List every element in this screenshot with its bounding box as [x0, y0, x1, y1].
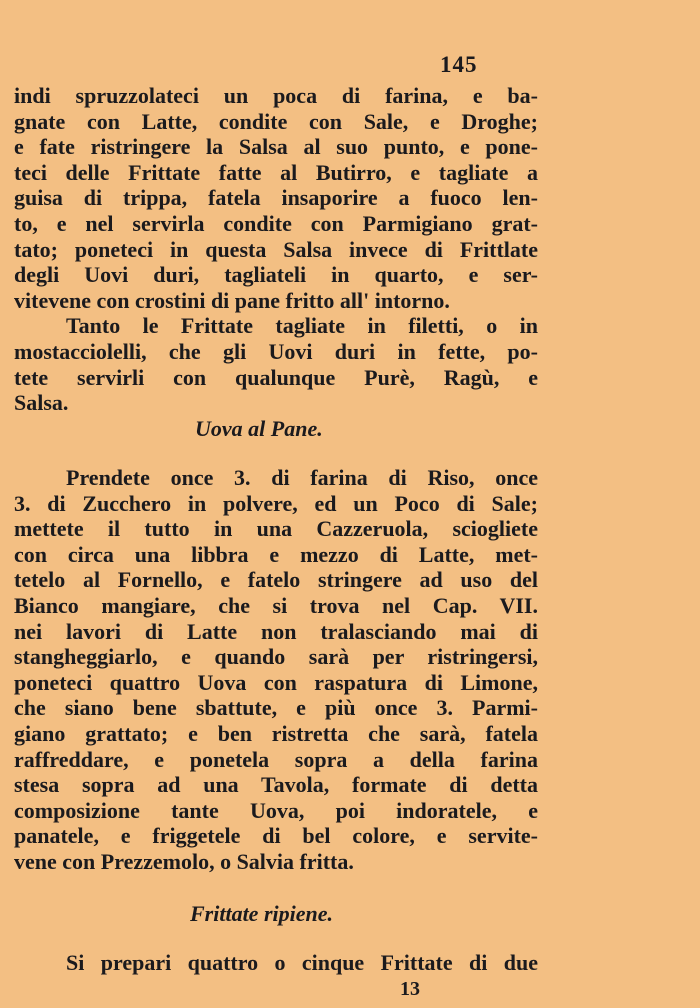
paragraph-3	[14, 950, 538, 976]
text-line: stesa sopra ad una Tavola, formate di detta	[14, 772, 538, 798]
recipe-heading-uova-al-pane: Uova al Pane.	[195, 416, 323, 441]
text-line: vene con Prezzemolo, o Salvia fritta.	[14, 848, 354, 874]
text-line: 3. di Zucchero in polvere, ed un Poco di Sale;	[14, 490, 538, 516]
text-line: giano grattato; e ben ristretta che sarà, fatela	[14, 720, 538, 746]
text-line: tato; poneteci in questa Salsa invece di Frittlate	[14, 236, 538, 262]
text-line: poneteci quattro Uova con raspatura di Limone,	[14, 669, 538, 695]
text-line: che siano bene sbattute, e più once 3. Parmi-	[14, 695, 538, 721]
text-line: nei lavori di Latte non tralasciando mai di	[14, 618, 538, 644]
text-line: Prendete once 3. di farina di Riso, once	[66, 465, 538, 490]
text-line: tetelo al Fornello, e fatelo stringere ad uso del	[14, 567, 538, 593]
text-line: mettete il tutto in una Cazzeruola, sciogliete	[14, 516, 538, 542]
text-line: Salsa.	[14, 390, 69, 416]
text-line: mostacciolelli, che gli Uovi duri in fette, po-	[14, 338, 538, 364]
recipe-heading-frittate-ripiene: Frittate ripiene.	[190, 901, 333, 926]
text-line: stangheggiarlo, e quando sarà per ristringersi,	[14, 644, 538, 670]
text-line: to, e nel servirla condite con Parmigiano grat-	[14, 210, 538, 236]
text-line: degli Uovi duri, tagliateli in quarto, e ser-	[14, 262, 538, 288]
text-line: e fate ristringere la Salsa al suo punto, e pone-	[14, 134, 538, 160]
paragraph-1	[14, 83, 538, 416]
text-line: gnate con Latte, condite con Sale, e Droghe;	[14, 108, 538, 134]
text-line: Si prepari quattro o cinque Frittate di due	[66, 950, 538, 975]
text-line: tete servirli con qualunque Purè, Ragù, e	[14, 364, 538, 390]
text-line: teci delle Frittate fatte al Butirro, e tagliate a	[14, 159, 538, 185]
text-line: guisa di trippa, fatela insaporire a fuoco len-	[14, 185, 538, 211]
text-line: con circa una libbra e mezzo di Latte, met-	[14, 541, 538, 567]
text-line: Tanto le Frittate tagliate in filetti, o in	[66, 313, 538, 339]
page-number: 145	[440, 52, 478, 77]
text-line: vitevene con crostini di pane fritto all' intorno.	[14, 287, 450, 313]
text-line: composizione tante Uova, poi indoratele, e	[14, 797, 538, 823]
text-line: raffreddare, e ponetela sopra a della farina	[14, 746, 538, 772]
paragraph-2	[14, 465, 538, 875]
text-line: panatele, e friggetele di bel colore, e servite-	[14, 823, 538, 849]
signature-mark: 13	[400, 978, 420, 1000]
text-line: indi spruzzolateci un poca di farina, e ba-	[14, 83, 538, 108]
text-line: Bianco mangiare, che si trova nel Cap. VII.	[14, 592, 538, 618]
